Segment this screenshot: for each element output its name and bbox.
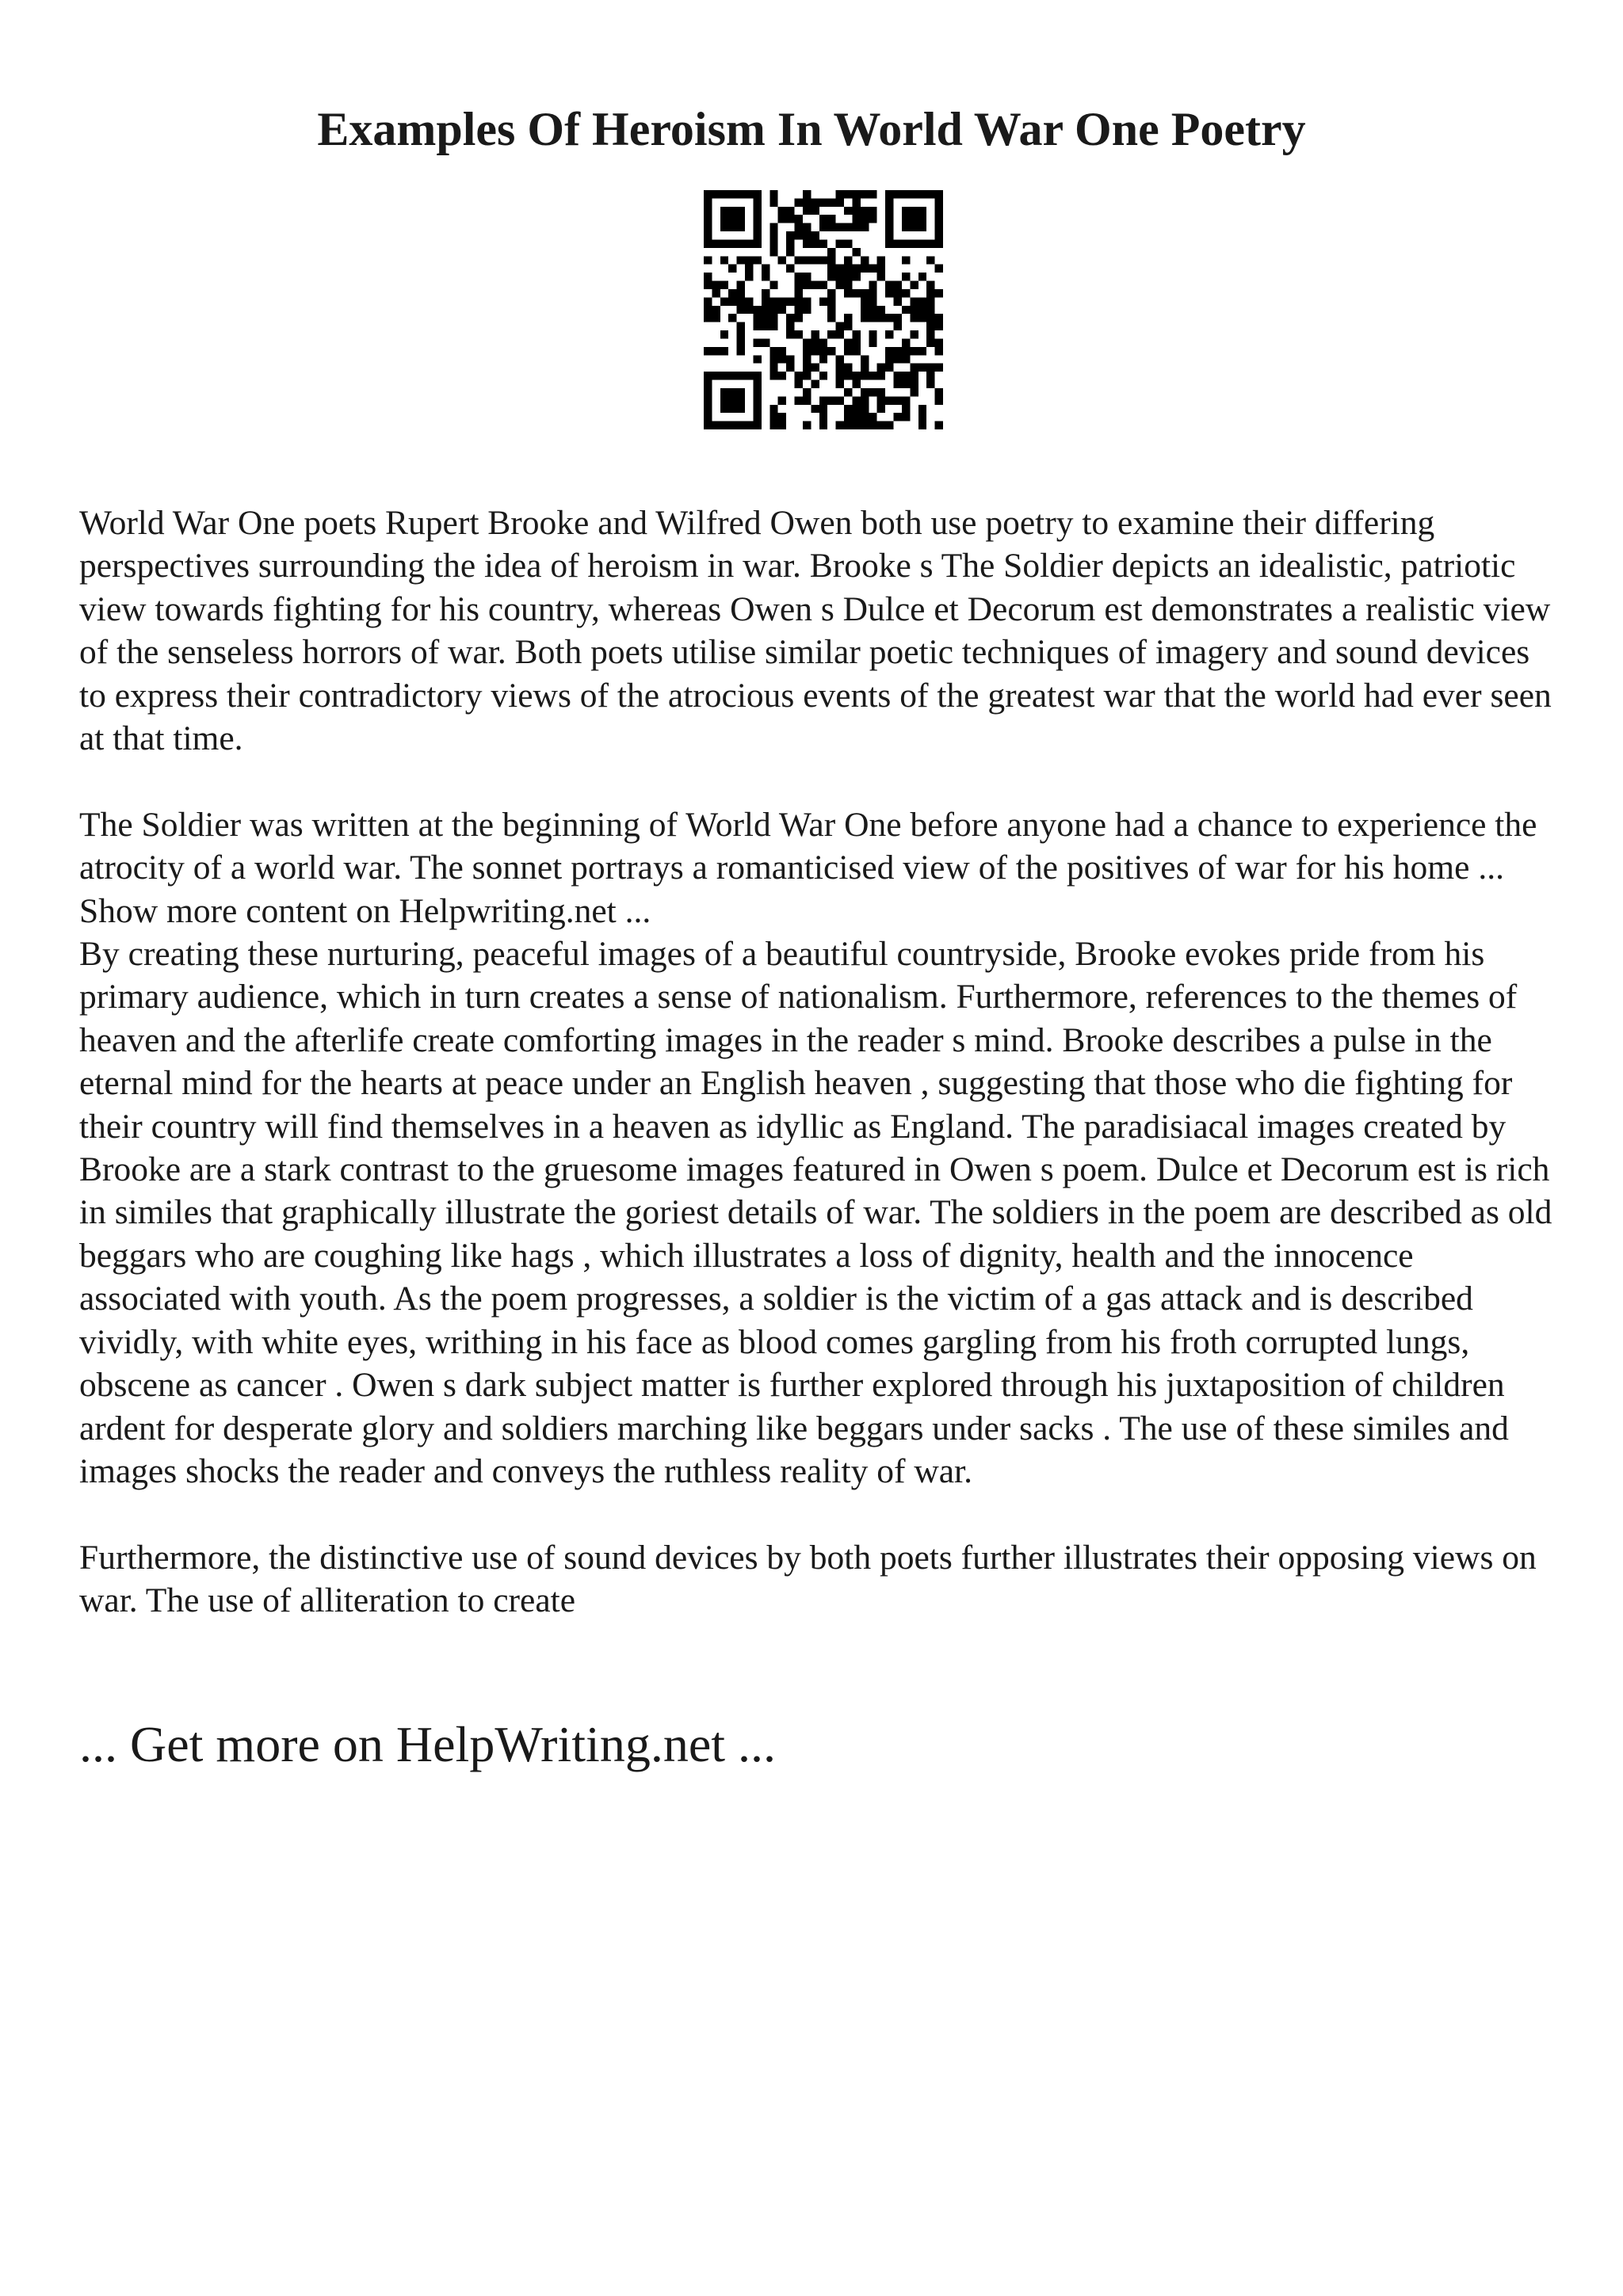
paragraph-imagery: By creating these nurturing, peaceful images of a beautiful countryside, Brooke evokes pride from his primary audience, which in turn creates a sense of nationalism. Furthermore, references to the themes of heaven and the afterlife create comforting images in the reader s mind. Brooke describes a pulse in the eternal mind for the hearts at peace under an English heaven , suggesting that those who die fighting for their country will find themselves in a heaven as idyllic as England. The paradisiacal images created by Brooke are a stark contrast to the gruesome images featured in Owen s poem. Dulce et Decorum est is rich in similes that graphically illustrate the goriest details of war. The soldiers in the poem are described as old beggars who are coughing like hags , which illustrates a loss of dignity, health and the innocence associated with youth. As the poem progresses, a soldier is the victim of a gas attack and is described vividly, with white eyes, writhing in his face as blood comes gargling from his froth corrupted lungs, obscene as cancer . Owen s dark subject matter is further explored through his juxtaposition of children ardent for desperate glory and soldiers marching like beggars under sacks . The use of these similes and images shocks the reader and conveys the ruthless reality of war. [79,935,1552,1490]
paragraph-sound-devices: Furthermore, the distinctive use of sound devices by both poets further illustrates their opposing views on war. The use of alliteration to create [79,1538,1537,1620]
paragraph-gap [79,1493,1553,1535]
paragraph-intro: World War One poets Rupert Brooke and Wilfred Owen both use poetry to examine their differing perspectives surrounding the idea of heroism in war. Brooke s The Soldier depicts an idealistic, patriotic view towards fighting for his country, whereas Owen s Dulce et Decorum est demonstrates a realistic view of the senseless horrors of war. Both poets utilise similar poetic techniques of imagery and sound devices to express their contradictory views of the atrocious events of the greatest war that the world had ever seen at that time. [79,504,1552,758]
paragraph-gap [79,760,1553,803]
get-more-link[interactable]: ... Get more on HelpWriting.net ... [79,1716,776,1772]
qr-code-icon [704,190,943,429]
paragraph-soldier: The Soldier was written at the beginning of World War One before anyone had a chance to experience the atrocity of a world war. The sonnet portrays a romanticised view of the positives of war for his home ... Show more content on Helpwriting.net ... [79,805,1537,930]
page-title: Examples Of Heroism In World War One Poetry [317,103,1306,155]
article-body [79,502,1553,1623]
